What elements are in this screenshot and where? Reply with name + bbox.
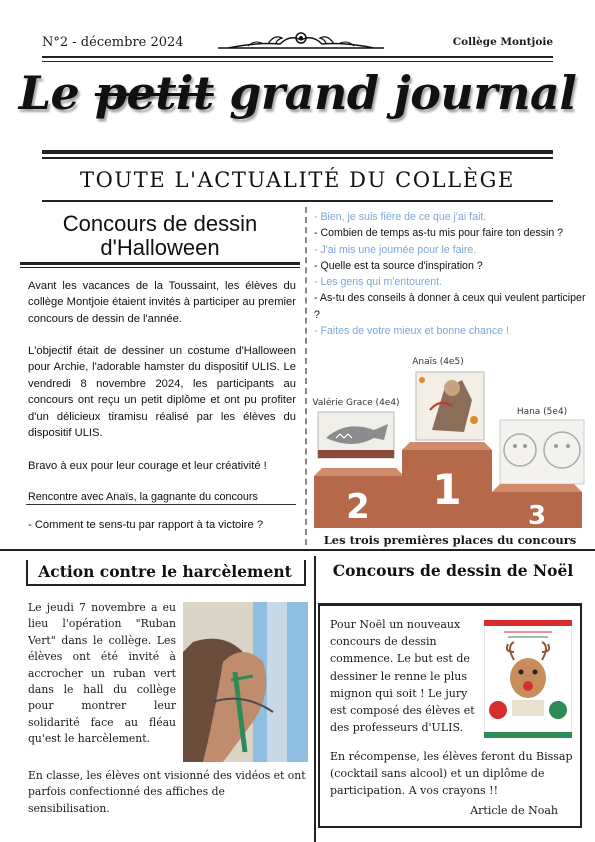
podium-third-name: Hana (5e4) [516,407,568,417]
podium-first-number: 1 [432,465,462,514]
halloween-paragraph-1: Avant les vacances de la Toussaint, les élèves du collège Montjoie étaient invités à participer au premier concours de dessin de l'année. [28,280,296,325]
column-divider [305,207,307,545]
harcelement-paragraph-2: En classe, les élèves ont visionné des vidéos et ont parfois confectionné des affiches de sensibilisation. [28,769,306,815]
podium-first-name: Anaïs (4e5) [412,357,464,367]
interview-intro-underline [26,504,296,505]
halloween-paragraph-2: L'objectif était de dessiner un costume d'Halloween pour Archie, l'adorable hamster du dispositif ULIS. Le vendredi 8 novembre 2024, les participants au concours ont reçu un petit diplôme et ont pu profiter d'un délicieux tiramisu réalisé par les élèves du dispositif ULIS. [28,345,296,440]
masthead-strike: petit [94,66,214,120]
tagline: TOUTE L'ACTUALITÉ DU COLLÈGE [80,168,515,192]
masthead-part2: grand journal [213,66,577,120]
drawing-first-icon [416,372,484,440]
masthead-title [0,66,595,120]
noel-paragraph-2: En récompense, les élèves feront du Bissap (cocktail sans alcool) et un diplôme de participation. A vos crayons !! [330,750,573,798]
interview-line: - Combien de temps as-tu mis pour faire ton dessin ? [314,227,564,240]
podium-second-name: Valérie Grace (4e4) [312,398,400,408]
interview-line: - As-tu des conseils à donner à ceux qui veulent participer ? [314,292,586,321]
header-rule-top-thin [42,61,553,62]
harcelement-heading-underline [26,584,306,586]
interview-line: - Les gens qui m'entourent. [314,276,443,289]
issue-number: N°2 - décembre 2024 [42,35,184,50]
drawing-third-icon [500,420,584,484]
interview-line: - Faites de votre mieux et bonne chance ! [314,325,509,338]
section-separator [0,549,595,551]
halloween-heading-rule [20,262,300,265]
interview-list [314,209,586,339]
drawing-second-icon [318,412,394,458]
article-author: Article de Noah [470,804,558,817]
tagline-rule [42,200,553,202]
halloween-heading-rule-thin [20,267,300,268]
halloween-paragraph-3: Bravo à eux pour leur courage et leur créativité ! [28,460,267,472]
header-rule-top [42,56,553,58]
podium-illustration [312,350,588,535]
noel-divider-left [314,556,316,842]
halloween-heading: Concours de dessin d'Halloween [62,211,258,260]
harcelement-heading: Action contre le harcèlement [38,562,292,581]
reindeer-poster-icon [484,620,572,738]
podium-second-number: 2 [346,487,370,527]
harcelement-heading-rule-right [304,560,306,586]
interview-line: - Bien, je suis fière de ce que j'ai fait. [314,211,487,223]
school-name: Collège Montjoie [452,36,553,48]
interview-intro: Rencontre avec Anaïs, la gagnante du concours [28,491,258,503]
harcelement-paragraph-1: Le jeudi 7 novembre a eu lieu l'opération "Ruban Vert" dans le collège. Les élèves ont été invité à accrocher un ruban vert dans le hall du collège pour montrer leur solidarité face au fléau qu'est le harcèlement. [28,601,176,746]
ornament-divider-icon [218,26,384,54]
interview-line: - Quelle est ta source d'inspiration ? [314,259,483,272]
ribbon-photo-icon [183,602,308,762]
masthead-part1: Le [18,66,95,120]
noel-heading: Concours de dessin de Noël [332,561,574,580]
masthead-rule-thick [42,150,553,154]
podium-caption: Les trois premières places du concours [323,533,577,547]
noel-paragraph-1: Pour Noël un nouveaux concours de dessin commence. Le but est de dessiner le renne le plus mignon qui soit ! Le jury est composé des élèves et des professeurs d'ULIS. [330,618,475,735]
interview-line: - J'ai mis une journée pour le faire. [314,243,477,256]
interview-question-1: - Comment te sens-tu par rapport à ta victoire ? [28,519,264,531]
podium-third-number: 3 [527,501,547,531]
masthead-rule-thin [42,157,553,159]
